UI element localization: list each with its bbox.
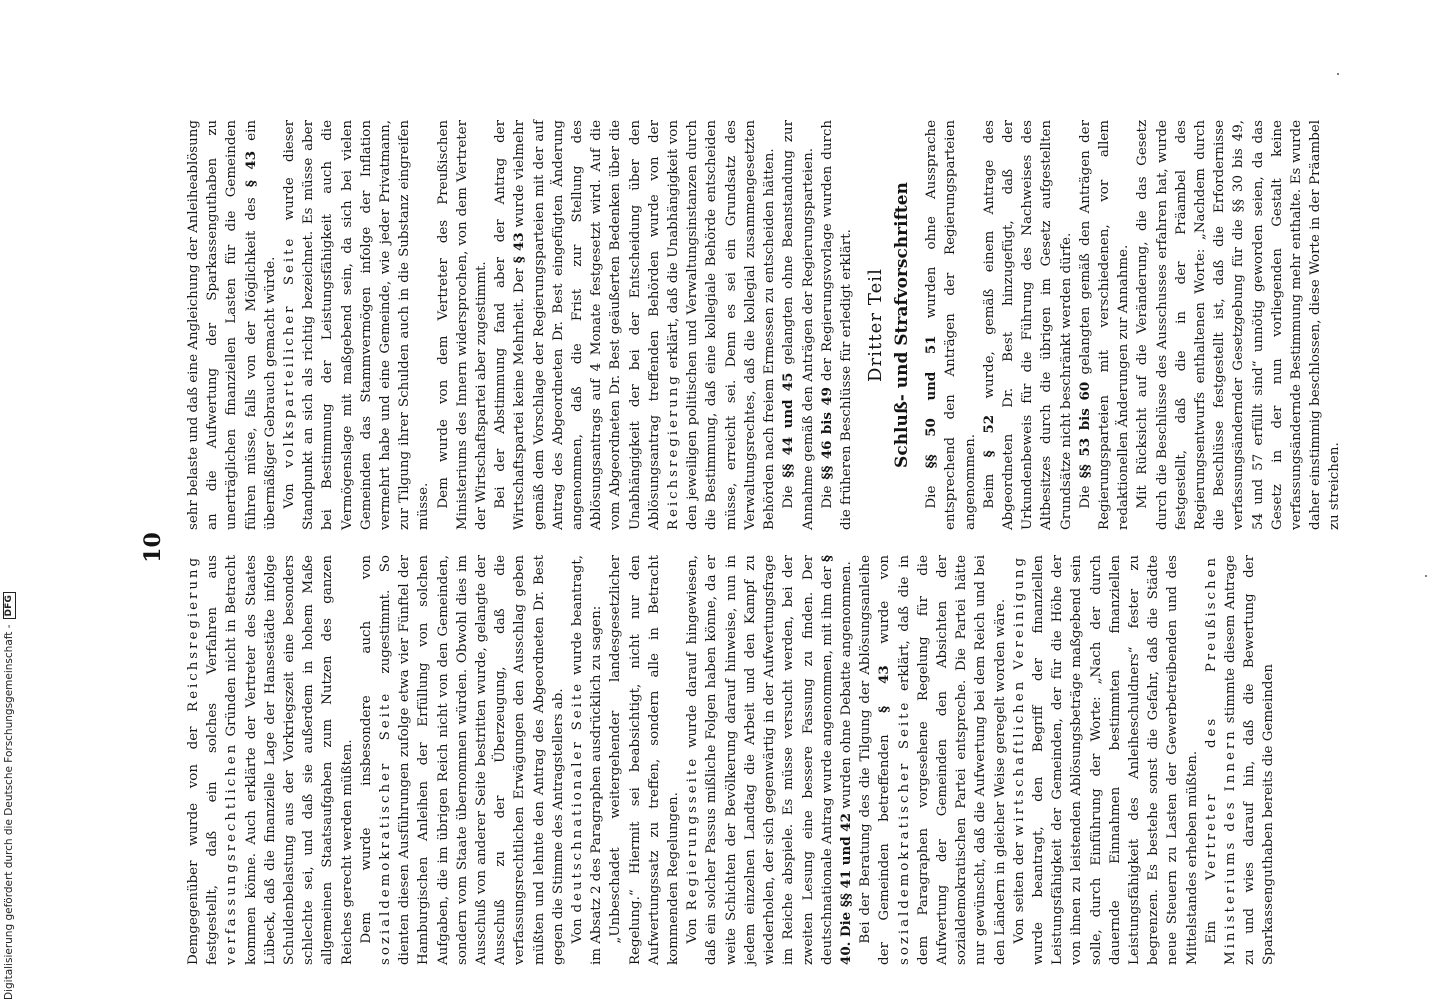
paragraph: Die §§ 44 und 45 gelangten ohne Beanstandung zur Annahme gemäß den Anträgen der Regierungsparteien. xyxy=(780,120,816,530)
dfg-logo: DFG xyxy=(3,592,16,620)
digitization-footer xyxy=(2,0,16,1000)
rotated-document-page xyxy=(132,95,1343,1000)
scan-speck xyxy=(1337,73,1339,75)
paragraph: Von seiten der wirtschaftlichen Vereinigung wurde beantragt, den Begriff der finanziellen Leistungsfähigkeit der Gemeinden, der für die Höhe der von ihnen zu leistenden Ablösungsbeträge maßgebend sein solle, durch Einführung der Worte: „Nach der durch dauernde Einnahmen bestimmten finanziellen Leistungsfähigkeit des Anleiheschuldners“ fester zu begrenzen. Es bestehe sonst die Gefahr, daß die Städte neue Steuern zu Lasten der Gewerbetreibenden und des Mittelstandes erheben müßten. xyxy=(1011,555,1200,965)
text-column-left xyxy=(184,555,1279,965)
paragraph: Von volksparteilicher Seite wurde dieser Standpunkt an sich als richtig bezeichnet. Es müsse aber bei Bestimmung der Leistungsfähigkeit auch die Vermögenslage mit maßgebend sein, da sich bei vielen Gemeinden das Stammvermögen infolge der Inflation vermehrt habe und eine Gemeinde, wie jeder Privatmann, zur Tilgung ihrer Schulden auch in die Substanz eingreifen müsse. xyxy=(282,120,432,530)
text-column-right xyxy=(184,120,1345,530)
paragraph: Mit Rücksicht auf die Veränderung, die das Gesetz durch die Beschlüsse des Ausschusses erfahren hat, wurde festgestellt, daß die in der Präambel des Regierungsentwurfs enthaltenen Worte: „Nachdem durch die Beschlüsse festgestellt ist, daß die Erfordernisse verfassungsändernder Gesetzgebung für die §§ 30 bis 49, 54 und 57 erfüllt sind“ unnötig geworden seien, da das Gesetz in der nun vorliegenden Gestalt keine verfassungsändernde Bestimmung mehr enthalte. Es wurde daher einstimmig beschlossen, diese Worte in der Präambel zu streichen. xyxy=(1135,120,1343,530)
section-heading: Dritter Teil xyxy=(865,268,887,382)
paragraph: Die §§ 46 bis 49 der Regierungsvorlage wurden durch die früheren Beschlüsse für erledigt erklärt. xyxy=(818,119,854,530)
paragraph: Von Regierungsseite wurde darauf hingewiesen, daß ein solcher Passus mißliche Folgen haben könne, da er weite Schichten der Bevölkerung darauf hinweise, nun in jedem einzelnen Landtag die Arbeit und den Kampf zu wiederholen, der sich gegenwärtig in der Aufwertungsfrage im Reiche abspiele. Es müsse versucht werden, bei der zweiten Lesung eine bessere Fassung zu finden. Der deutschnationale Antrag wurde angenommen, mit ihm der § 40. Die §§ 41 und 42 wurden ohne Debatte angenommen. xyxy=(685,555,854,965)
footer-text: Digitalisierung gefördert durch die Deutsche Forschungsgemeinschaft - xyxy=(3,624,15,1000)
paragraph: Bei der Beratung des die Tilgung der Ablösungsanleihe der Gemeinden betreffenden § 43 wurde von sozialdemokratischer Seite erklärt, daß die in dem Paragraphen vorgesehene Regelung für die Aufwertung der Gemeinden den Absichten der sozialdemokratischen Partei entspreche. Die Partei hätte nur gewünscht, daß die Aufwertung bei dem Reich und bei den Ländern in gleicher Weise geregelt worden wäre. xyxy=(858,554,1008,965)
paragraph: Dem wurde von dem Vertreter des Preußischen Ministeriums des Innern widersprochen, von dem Vertreter der Wirtschaftspartei aber zugestimmt. xyxy=(435,120,490,530)
paragraph-quote: „Unbeschadet weitergehender landesgesetzlicher Regelung.“ Hiermit sei beabsichtigt, nicht nur den Aufwertungssatz zu treffen, sondern alle in Betracht kommenden Regelungen. xyxy=(608,555,682,965)
scan-speck xyxy=(1425,575,1427,577)
paragraph: Dem wurde insbesondere auch von sozialdemokratischer Seite zugestimmt. So dienten diesen Ausführungen zufolge etwa vier Fünftel der Hamburgischen Anleihen der Erfüllung von solchen Aufgaben, die im übrigen Reich nicht von den Gemeinden, sondern vom Staate übernommen würden. Obwohl dies im Ausschuß von anderer Seite bestritten wurde, gelangte der Ausschuß zu der Überzeugung, daß die verfassungsrechtlichen Erwägungen den Ausschlag geben müßten und lehnte den Antrag des Abgeordneten Dr. Best gegen die Stimme des Antragstellers ab. xyxy=(358,555,566,965)
section-subheading: Schluß- und Strafvorschriften xyxy=(892,182,913,468)
page-number: 10 xyxy=(140,532,166,563)
paragraph: sehr belaste und daß eine Angleichung der Anleiheablösung an die Aufwertung der Sparkassenguthaben zu unerträglichen finanziellen Lasten für die Gemeinden führen müsse, falls von der Möglichkeit des § 43 ein übermäßiger Gebrauch gemacht würde. xyxy=(186,120,278,530)
paragraph: Bei der Abstimmung fand aber der Antrag der Wirtschaftspartei keine Mehrheit. Der § 43 wurde vielmehr gemäß dem Vorschlage der Regierungsparteien mit der auf Antrag des Abgeordneten Dr. Best eingefügten Änderung angenommen, daß die Frist zur Stellung des Ablösungsantrags auf 4 Monate festgesetzt wird. Auf die vom Abgeordneten Dr. Best geäußerten Bedenken über die Unabhängigkeit der bei der Entscheidung über den Ablösungsantrag treffenden Behörden wurde von der Reichsregierung erklärt, daß die Unabhängigkeit von den jeweiligen politischen und Verwaltungsinstanzen durch die Bestimmung, daß eine kollegiale Behörde entscheiden müsse, erreicht sei. Denn es sei ein Grundsatz des Verwaltungsrechtes, daß die kollegial zusammengesetzten Behörden nach freiem Ermessen zu entscheiden hätten. xyxy=(493,120,778,530)
paragraph: Ein Vertreter des Preußischen Ministeriums des Innern stimmte diesem Antrage zu und wies darauf hin, daß die Bewertung der Sparkassenguthaben bereits die Gemeinden xyxy=(1203,555,1277,965)
paragraph: Von deutschnationaler Seite wurde beantragt, im Absatz 2 des Paragraphen ausdrücklich zu sagen: xyxy=(570,554,605,965)
paragraph: Die §§ 50 und 51 wurden ohne Aussprache entsprechend den Anträgen der Regierungsparteien angenommen. xyxy=(923,120,978,530)
paragraph: Die §§ 53 bis 60 gelangten gemäß den Anträgen der Regierungsparteien mit verschiedenen, vor allem redaktionellen Änderungen zur Annahme. xyxy=(1076,119,1132,530)
paragraph: Beim § 52 wurde, gemäß einem Antrage des Abgeordneten Dr. Best hinzugefügt, daß der Urkundenbeweis für die Führung des Nachweises des Altbesitzes durch die übrigen im Gesetz aufgestellten Grundsätze nicht beschränkt werden dürfe. xyxy=(980,120,1074,530)
paragraph: Demgegenüber wurde von der Reichsregierung festgestellt, daß ein solches Verfahren aus verfassungsrechtlichen Gründen nicht in Betracht kommen könne. Auch erklärte der Vertreter des Staates Lübeck, daß die finanzielle Lage der Hansestädte infolge Schuldenbelastung aus der Vorkriegszeit eine besonders schlechte sei, und daß sie außerdem in hohem Maße allgemeinen Staatsaufgaben zum Nutzen des ganzen Reiches gerecht werden müßten. xyxy=(186,555,355,965)
